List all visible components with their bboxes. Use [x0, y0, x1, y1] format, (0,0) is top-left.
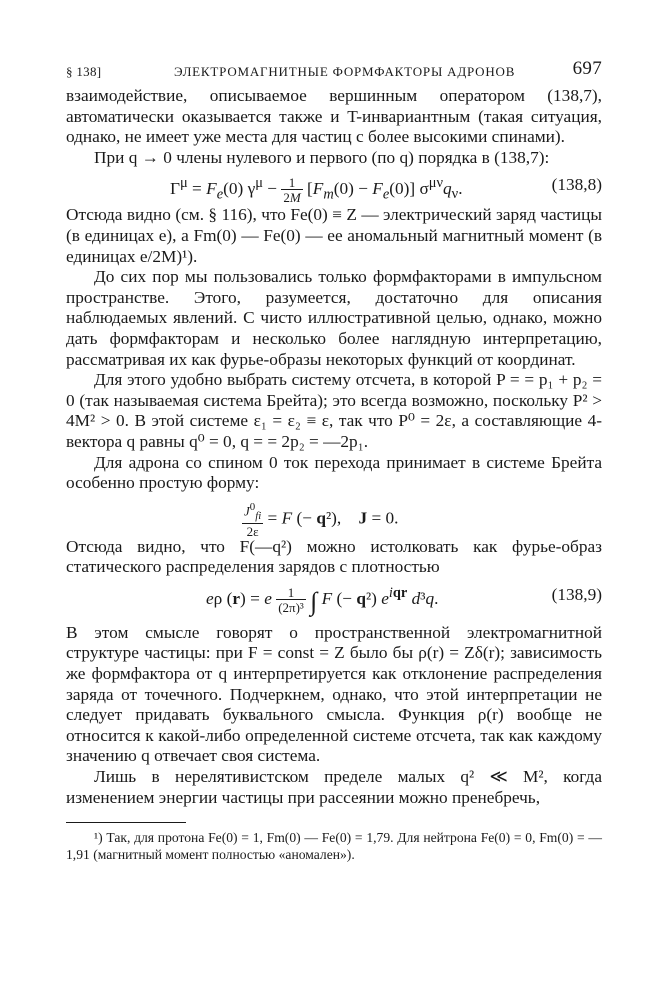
equation-number: (138,9): [551, 584, 602, 604]
equation-138-9: [66, 579, 602, 621]
paragraph-2: При q → 0 члены нулевого и первого (по q) порядка в (138,7):: [94, 147, 550, 167]
equation-current-formula: $\frac{J^0_{fi}}{2\varepsilon}$ = F (− q²), J = 0.: [244, 500, 399, 539]
paragraph-7: Отсюда видно, что F(—q²) можно истолковать как фурье-образ статического распределения зарядов с плотностью: [66, 536, 602, 577]
paragraph-4: До сих пор мы пользовались только формфакторами в импульсном пространстве. Этого, разумеется, достаточно для описания наблюдаемых явлений. С чисто иллюстративной целью, однако, можно дать формфакторам и несколько более наглядную интерпретацию, рассматривая их как фурье-образы некоторых функций от координат.: [66, 267, 602, 369]
page-number: 697: [572, 58, 602, 79]
footnote-rule: [66, 822, 186, 823]
paragraph-9: Лишь в нерелятивистском пределе малых q² ≪ M², когда изменением энергии частицы при рассеянии можно пренебречь,: [66, 767, 602, 807]
chapter-title: ЭЛЕКТРОМАГНИТНЫЕ ФОРМФАКТОРЫ АДРОНОВ: [174, 64, 516, 79]
running-header: [66, 58, 602, 86]
paragraph-5: Для этого удобно выбрать систему отсчета, в которой P = = p₁ + p₂ = 0 (так называемая система Брейта); это всегда возможно, поскольку P² > 4M² > 0. В этой системе ε₁ = ε₂ ≡ ε, так что P⁰ = 2ε, а составляющие 4-вектора q равны q⁰ = 0, q = = 2p₂ = —2p₁.: [66, 370, 602, 451]
equation-138-8-formula: $\Gamma^\mu = F_e(0) \gamma^\mu$ − $\frac{1}{2M}$ $[F_m(0) - F_e(0)]$ $\sigma^{\mu\nu}q_\nu$.: [170, 175, 463, 206]
equation-current: [66, 495, 602, 539]
equation-138-8: [66, 169, 602, 206]
paragraph-3: Отсюда видно (см. § 116), что Fe(0) ≡ Z — электрический заряд частицы (в единицах e), а Fm(0) — Fe(0) — ее аномальный магнитный момент (в единицах e/2M)¹).: [66, 205, 602, 266]
paragraph-6: Для адрона со спином 0 ток перехода принимает в системе Брейта особенно простую форму:: [66, 452, 602, 493]
book-page: [66, 58, 602, 863]
paragraph-1: взаимодействие, описываемое вершинным оператором (138,7), автоматически оказывается также и T-инвариантным (такая ситуация, однако, не имеет уже места для частиц с более высокими спинами).: [66, 86, 602, 147]
footnote: ¹) Так, для протона Fe(0) = 1, Fm(0) — Fe(0) = 1,79. Для нейтрона Fe(0) = 0, Fm(0) = —1,91 (магнитный момент полностью «аномален»).: [66, 830, 602, 863]
equation-138-9-formula: eρ (r) = e $\frac{1}{\text{(2π)³}}$ ∫ F (− q²) $e^{iqr}$ d³q.: [206, 584, 439, 616]
section-marker: § 138]: [66, 64, 102, 79]
equation-number: (138,8): [551, 175, 602, 195]
paragraph-8: В этом смысле говорят о пространственной электромагнитной структуре частицы: при F = const = Z было бы ρ(r) = Zδ(r); зависимость же формфактора от q интерпретируется как отклонение распределения заряда от точечного. Подчеркнем, однако, что этой интерпретации не следует придавать буквального смысла. Функция ρ(r) вообще не относится к какой-либо определенной системе отсчета, так как каждому значению q отвечает своя система.: [66, 622, 602, 766]
